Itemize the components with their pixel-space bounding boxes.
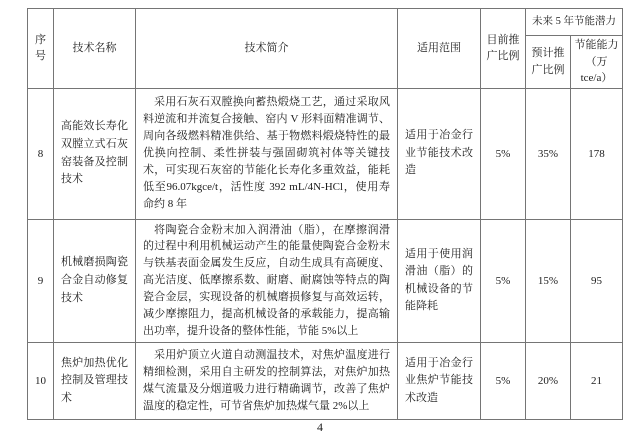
header-row-top [28,9,623,36]
cell-tech-intro: 采用石灰石双膛换向蓄热煅烧工艺，通过采取风料逆流和并流复合接触、窑内 V 形料面精准调节、周向各级燃料精准供给、基于物燃料煅烧特性的最优换向控制、柔性拼装与强固砌筑衬体等关键技术，可实现石灰窑的节能化长寿化多重效益，能耗低至96.07kgce/t，活性度 392 mL/4N-HCl，使用寿命约 8 年 [136,88,398,219]
header-col-serial: 序号 [28,9,54,89]
cell-tech-name: 机械磨损陶瓷合金自动修复技术 [54,219,136,343]
table-row [28,88,623,219]
cell-current-ratio: 5% [481,219,526,343]
cell-tech-intro: 将陶瓷合金粉末加入润滑油（脂），在摩擦润滑的过程中利用机械运动产生的能量使陶瓷合金粉末与铁基表面金属发生反应，自动生成具有高硬度、高光洁度、低摩擦系数、耐磨、耐腐蚀等特点的陶瓷合金层，实现设备的机械磨损修复与高效运转，减少摩擦阻力，提高机械设备的承载能力，提高输出功率，提升设备的整体性能，节能 5%以上 [136,219,398,343]
cell-current-ratio: 5% [481,343,526,420]
cell-serial: 9 [28,219,54,343]
cell-scope: 适用于冶金行业焦炉节能技术改造 [398,343,481,420]
cell-expected-ratio: 15% [526,219,571,343]
header-col-expected-ratio: 预计推广比例 [526,36,571,89]
header-col-current-ratio: 目前推广比例 [481,9,526,89]
header-col-tech-name: 技术名称 [54,9,136,89]
cell-tech-name: 高能效长寿化双膛立式石灰窑装备及控制技术 [54,88,136,219]
energy-saving-tech-table [27,8,623,420]
cell-serial: 10 [28,343,54,420]
cell-saving-capacity: 95 [571,219,623,343]
cell-tech-intro: 采用炉顶立火道自动测温技术，对焦炉温度进行精细检测，采用自主研发的控制算法，对焦炉加热煤气流量及分烟道吸力进行精确调节，改善了焦炉温度的稳定性，可节省焦炉加热煤气量 2%以上 [136,343,398,420]
cell-expected-ratio: 35% [526,88,571,219]
cell-serial: 8 [28,88,54,219]
header-col-future-potential-group: 未来 5 年节能潜力 [526,9,623,36]
cell-saving-capacity: 178 [571,88,623,219]
cell-current-ratio: 5% [481,88,526,219]
cell-saving-capacity: 21 [571,343,623,420]
table-row [28,219,623,343]
header-col-scope: 适用范围 [398,9,481,89]
cell-scope: 适用于使用润滑油（脂）的机械设备的节能降耗 [398,219,481,343]
table-row [28,343,623,420]
cell-scope: 适用于冶金行业节能技术改造 [398,88,481,219]
header-col-tech-intro: 技术简介 [136,9,398,89]
header-col-saving-capacity: 节能能力（万 tce/a） [571,36,623,89]
page-number: 4 [317,420,323,434]
cell-expected-ratio: 20% [526,343,571,420]
cell-tech-name: 焦炉加热优化控制及管理技术 [54,343,136,420]
